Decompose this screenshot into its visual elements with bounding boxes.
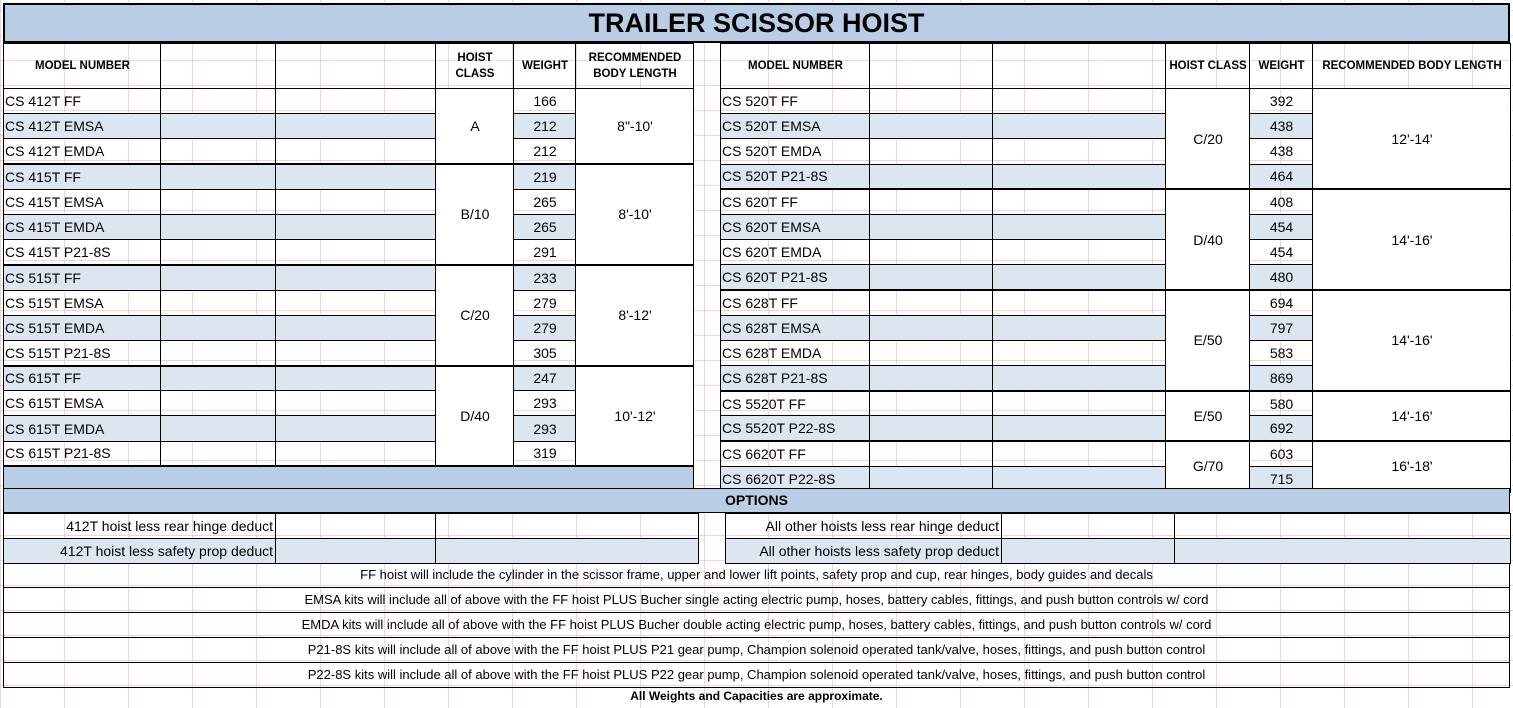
column-gap	[694, 114, 721, 139]
option-blank	[436, 514, 699, 539]
weight-cell: 694	[1250, 290, 1313, 315]
blank-cell	[276, 164, 436, 189]
blank-cell	[870, 114, 993, 139]
blank-cell	[870, 265, 993, 290]
header-row	[4, 44, 1511, 89]
weight-cell: 454	[1250, 214, 1313, 239]
weight-cell: 408	[1250, 189, 1313, 214]
blank-cell	[161, 391, 276, 416]
footer-disclaimer: All Weights and Capacities are approximate.	[630, 689, 883, 703]
model-number-cell: CS 515T EMSA	[4, 290, 161, 315]
header-rec-length-right: RECOMMENDED BODY LENGTH	[1313, 44, 1511, 89]
table-row	[4, 265, 1511, 290]
model-number-cell: CS 628T EMSA	[721, 315, 870, 340]
model-number-cell: CS 412T EMDA	[4, 139, 161, 164]
hoist-class-cell: C/20	[1166, 89, 1250, 190]
table-row	[4, 391, 1511, 416]
weight-cell: 212	[514, 114, 576, 139]
blank-cell	[993, 139, 1166, 164]
model-number-cell: CS 620T EMDA	[721, 240, 870, 265]
blank-cell	[993, 315, 1166, 340]
weight-cell: 319	[514, 441, 576, 466]
table-row	[4, 114, 1511, 139]
blank-cell	[993, 391, 1166, 416]
sheet-title: TRAILER SCISSOR HOIST	[3, 3, 1510, 43]
body-length-cell: 8'-10'	[576, 164, 694, 265]
blank-cell	[276, 189, 436, 214]
hoist-class-cell: B/10	[436, 164, 514, 265]
blank-cell	[161, 240, 276, 265]
blank-cell	[161, 214, 276, 239]
table-row	[4, 290, 1511, 315]
body-length-cell: 10'-12'	[576, 366, 694, 467]
blank-cell	[993, 164, 1166, 189]
blank-cell	[276, 315, 436, 340]
model-number-cell: CS 520T EMDA	[721, 139, 870, 164]
blank-cell	[276, 214, 436, 239]
weight-cell: 233	[514, 265, 576, 290]
column-gap	[694, 240, 721, 265]
weight-cell: 279	[514, 290, 576, 315]
model-number-cell: CS 615T EMSA	[4, 391, 161, 416]
blank-cell	[993, 189, 1166, 214]
model-number-cell: CS 515T FF	[4, 265, 161, 290]
blank-cell	[161, 89, 276, 114]
table-row	[4, 89, 1511, 114]
blank-cell	[993, 290, 1166, 315]
model-number-cell: CS 412T FF	[4, 89, 161, 114]
weight-cell: 480	[1250, 265, 1313, 290]
column-gap	[694, 391, 721, 416]
model-number-cell: CS 6620T P22-8S	[721, 466, 870, 491]
option-left-rear-hinge: 412T hoist less rear hinge deduct	[4, 514, 276, 539]
column-gap	[694, 44, 721, 89]
blank-cell	[993, 340, 1166, 365]
blank-cell	[870, 391, 993, 416]
model-number-cell: CS 628T P21-8S	[721, 366, 870, 391]
blank-cell	[276, 265, 436, 290]
weight-cell: 392	[1250, 89, 1313, 114]
model-number-cell: CS 628T FF	[721, 290, 870, 315]
weight-cell: 247	[514, 366, 576, 391]
blank-cell	[161, 416, 276, 441]
hoist-table	[3, 43, 1511, 493]
blank-cell	[870, 89, 993, 114]
blank-cell	[161, 189, 276, 214]
header-model-right: MODEL NUMBER	[721, 44, 870, 89]
blank-cell	[276, 240, 436, 265]
body-length-cell: 14'-16'	[1313, 391, 1511, 441]
note-p22: P22-8S kits will include all of above with the FF hoist PLUS P22 gear pump, Champion solenoid operated tank/valve, hoses, fittings, and push button control	[3, 663, 1510, 688]
blank-cell	[870, 139, 993, 164]
model-number-cell: CS 615T FF	[4, 366, 161, 391]
body-length-cell: 16'-18'	[1313, 441, 1511, 491]
options-left-table	[3, 513, 699, 564]
weight-cell: 715	[1250, 466, 1313, 491]
table-row	[4, 240, 1511, 265]
table-row	[4, 164, 1511, 189]
weight-cell: 293	[514, 391, 576, 416]
header-blank	[276, 44, 436, 89]
header-blank	[161, 44, 276, 89]
blank-cell	[161, 139, 276, 164]
model-number-cell: CS 5520T FF	[721, 391, 870, 416]
hoist-class-cell: D/40	[1166, 189, 1250, 290]
option-left-safety-prop: 412T hoist less safety prop deduct	[4, 539, 276, 564]
header-hoist-class-right: HOIST CLASS	[1166, 44, 1250, 89]
weight-cell: 692	[1250, 416, 1313, 441]
blank-cell	[993, 89, 1166, 114]
header-weight-left: WEIGHT	[514, 44, 576, 89]
hoist-class-cell: E/50	[1166, 391, 1250, 441]
table-row	[4, 315, 1511, 340]
option-blank	[436, 539, 699, 564]
header-hoist-class-left: HOIST CLASS	[436, 44, 514, 89]
blank-cell	[870, 315, 993, 340]
blank-cell	[993, 265, 1166, 290]
model-number-cell: CS 620T FF	[721, 189, 870, 214]
weight-cell: 293	[514, 416, 576, 441]
table-row	[4, 366, 1511, 391]
column-gap	[694, 416, 721, 441]
weight-cell: 580	[1250, 391, 1313, 416]
blank-cell	[161, 164, 276, 189]
note-ff: FF hoist will include the cylinder in the scissor frame, upper and lower lift points, safety prop and cup, rear hinges, body guides and decals	[3, 563, 1510, 588]
model-number-cell: CS 615T P21-8S	[4, 441, 161, 466]
header-weight-right: WEIGHT	[1250, 44, 1313, 89]
option-blank	[1175, 539, 1511, 564]
weight-cell: 279	[514, 315, 576, 340]
blank-cell	[870, 416, 993, 441]
blank-cell	[161, 366, 276, 391]
blank-cell	[870, 290, 993, 315]
blank-cell	[870, 366, 993, 391]
hoist-class-cell: G/70	[1166, 441, 1250, 491]
column-gap	[694, 441, 721, 466]
weight-cell: 869	[1250, 366, 1313, 391]
blank-cell	[993, 416, 1166, 441]
model-number-cell: CS 412T EMSA	[4, 114, 161, 139]
model-number-cell: CS 5520T P22-8S	[721, 416, 870, 441]
weight-cell: 291	[514, 240, 576, 265]
weight-cell: 212	[514, 139, 576, 164]
options-right-table	[725, 513, 1511, 564]
hoist-class-cell: D/40	[436, 366, 514, 467]
model-number-cell: CS 620T P21-8S	[721, 265, 870, 290]
weight-cell: 603	[1250, 441, 1313, 466]
hoist-class-cell: C/20	[436, 265, 514, 366]
weight-cell: 583	[1250, 340, 1313, 365]
blank-cell	[161, 340, 276, 365]
weight-cell: 265	[514, 214, 576, 239]
table-row	[4, 139, 1511, 164]
body-length-cell: 8"-10'	[576, 89, 694, 165]
weight-cell: 166	[514, 89, 576, 114]
table-row	[4, 340, 1511, 365]
model-number-cell: CS 415T FF	[4, 164, 161, 189]
model-number-cell: CS 520T P21-8S	[721, 164, 870, 189]
blank-cell	[161, 441, 276, 466]
weight-cell: 464	[1250, 164, 1313, 189]
blank-cell	[993, 366, 1166, 391]
blank-cell	[870, 441, 993, 466]
column-gap	[694, 290, 721, 315]
option-blank	[276, 539, 436, 564]
blank-cell	[276, 139, 436, 164]
blank-cell	[870, 340, 993, 365]
column-gap	[694, 189, 721, 214]
weight-cell: 438	[1250, 114, 1313, 139]
options-header: OPTIONS	[3, 488, 1510, 513]
table-row	[4, 416, 1511, 441]
model-number-cell: CS 520T EMSA	[721, 114, 870, 139]
model-number-cell: CS 620T EMSA	[721, 214, 870, 239]
blank-cell	[161, 290, 276, 315]
blank-cell	[993, 214, 1166, 239]
header-blank	[993, 44, 1166, 89]
blank-cell	[276, 366, 436, 391]
blank-cell	[276, 290, 436, 315]
column-gap	[694, 340, 721, 365]
body-length-cell: 12'-14'	[1313, 89, 1511, 190]
blank-cell	[993, 114, 1166, 139]
column-gap	[694, 366, 721, 391]
column-gap	[694, 164, 721, 189]
option-right-rear-hinge: All other hoists less rear hinge deduct	[726, 514, 1002, 539]
blank-cell	[870, 189, 993, 214]
hoist-class-cell: A	[436, 89, 514, 165]
blank-cell	[276, 114, 436, 139]
weight-cell: 797	[1250, 315, 1313, 340]
blank-cell	[276, 340, 436, 365]
blank-cell	[276, 441, 436, 466]
model-number-cell: CS 415T P21-8S	[4, 240, 161, 265]
blank-cell	[870, 240, 993, 265]
blank-cell	[161, 114, 276, 139]
header-rec-length-left: RECOMMENDED BODY LENGTH	[576, 44, 694, 89]
blank-cell	[276, 391, 436, 416]
model-number-cell: CS 628T EMDA	[721, 340, 870, 365]
column-gap	[694, 265, 721, 290]
option-blank	[1175, 514, 1511, 539]
body-length-cell: 8'-12'	[576, 265, 694, 366]
blank-cell	[161, 315, 276, 340]
table-row	[4, 189, 1511, 214]
column-gap	[694, 214, 721, 239]
model-number-cell: CS 515T P21-8S	[4, 340, 161, 365]
body-length-cell: 14'-16'	[1313, 290, 1511, 391]
weight-cell: 219	[514, 164, 576, 189]
body-length-cell: 14'-16'	[1313, 189, 1511, 290]
table-row	[4, 441, 1511, 466]
blank-cell	[276, 89, 436, 114]
column-gap	[694, 139, 721, 164]
weight-cell: 438	[1250, 139, 1313, 164]
weight-cell: 305	[514, 340, 576, 365]
header-blank	[870, 44, 993, 89]
weight-cell: 265	[514, 189, 576, 214]
weight-cell: 454	[1250, 240, 1313, 265]
hoist-class-cell: E/50	[1166, 290, 1250, 391]
model-number-cell: CS 515T EMDA	[4, 315, 161, 340]
header-model-left: MODEL NUMBER	[4, 44, 161, 89]
blank-cell	[993, 240, 1166, 265]
column-gap	[694, 315, 721, 340]
blank-cell	[870, 164, 993, 189]
blank-cell	[993, 441, 1166, 466]
note-p21: P21-8S kits will include all of above with the FF hoist PLUS P21 gear pump, Champion solenoid operated tank/valve, hoses, fittings, and push button control	[3, 638, 1510, 663]
column-gap	[694, 89, 721, 114]
model-number-cell: CS 615T EMDA	[4, 416, 161, 441]
option-blank	[1002, 539, 1175, 564]
model-number-cell: CS 415T EMDA	[4, 214, 161, 239]
blank-cell	[276, 416, 436, 441]
note-emsa: EMSA kits will include all of above with the FF hoist PLUS Bucher single acting electric pump, hoses, battery cables, fittings, and push button controls w/ cord	[3, 588, 1510, 613]
option-blank	[276, 514, 436, 539]
blank-cell	[870, 214, 993, 239]
model-number-cell: CS 520T FF	[721, 89, 870, 114]
model-number-cell: CS 6620T FF	[721, 441, 870, 466]
blank-cell	[161, 265, 276, 290]
table-row	[4, 214, 1511, 239]
option-right-safety-prop: All other hoists less safety prop deduct	[726, 539, 1002, 564]
note-emda: EMDA kits will include all of above with the FF hoist PLUS Bucher double acting electric pump, hoses, battery cables, fittings, and push button controls w/ cord	[3, 613, 1510, 638]
option-blank	[1002, 514, 1175, 539]
model-number-cell: CS 415T EMSA	[4, 189, 161, 214]
